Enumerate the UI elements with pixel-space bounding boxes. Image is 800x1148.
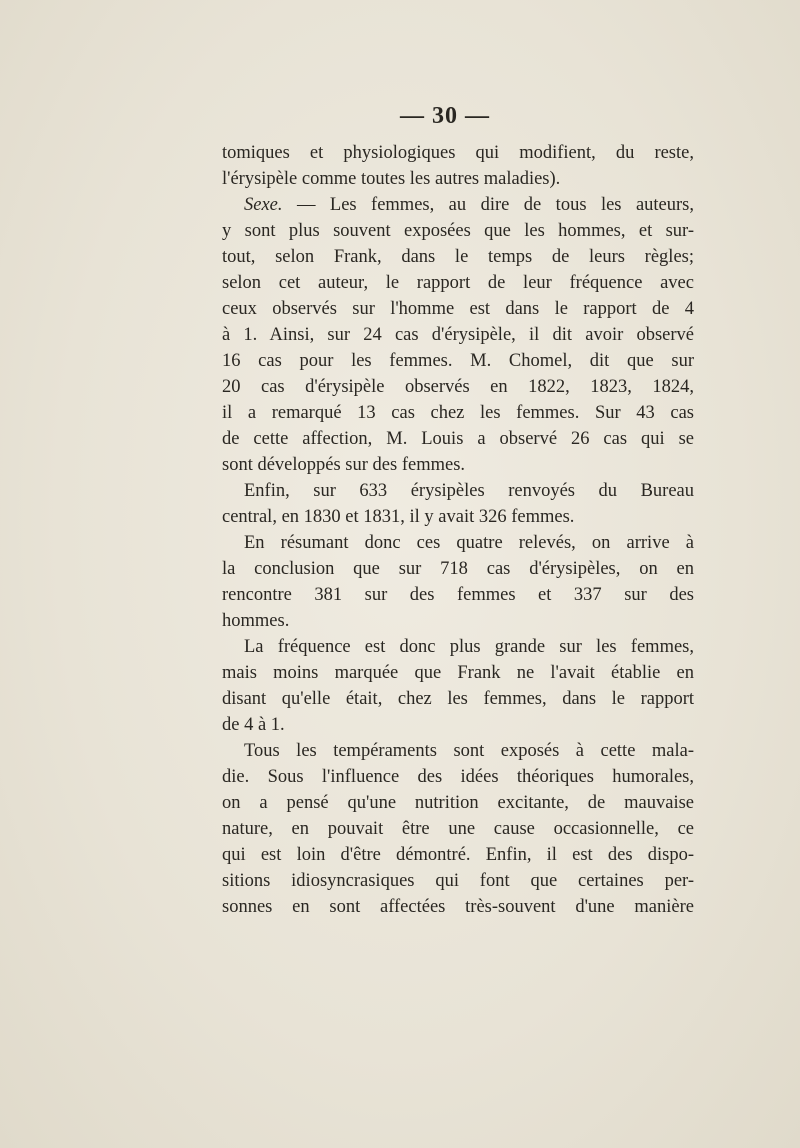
text-line (222, 530, 694, 556)
line-text: 16 cas pour les femmes. M. Chomel, dit que sur (222, 351, 694, 371)
text-line (222, 738, 694, 764)
text-line (222, 660, 694, 686)
text-line (222, 686, 694, 712)
line-text: mais moins marquée que Frank ne l'avait établie en (222, 663, 694, 683)
text-line (222, 634, 694, 660)
text-line (222, 842, 694, 868)
text-line (222, 712, 694, 738)
text-line (222, 270, 694, 296)
line-text: on a pensé qu'une nutrition excitante, de mauvaise (222, 793, 694, 813)
text-line (222, 816, 694, 842)
line-text: central, en 1830 et 1831, il y avait 326 femmes. (222, 507, 575, 527)
line-text: En résumant donc ces quatre relevés, on arrive à (244, 533, 694, 553)
line-text: disant qu'elle était, chez les femmes, dans le rapport (222, 689, 694, 709)
text-line (222, 868, 694, 894)
line-text: tout, selon Frank, dans le temps de leurs règles; (222, 247, 694, 267)
line-text: La fréquence est donc plus grande sur les femmes, (244, 637, 694, 657)
text-line (222, 218, 694, 244)
line-text: 20 cas d'érysipèle observés en 1822, 1823, 1824, (222, 377, 694, 397)
line-text: selon cet auteur, le rapport de leur fréquence avec (222, 273, 694, 293)
text-line (222, 374, 694, 400)
line-text: Tous les tempéraments sont exposés à cette mala- (244, 741, 694, 761)
line-text: à 1. Ainsi, sur 24 cas d'érysipèle, il dit avoir observé (222, 325, 694, 345)
text-line (222, 582, 694, 608)
text-line (222, 790, 694, 816)
line-text: rencontre 381 sur des femmes et 337 sur des (222, 585, 694, 605)
line-text: la conclusion que sur 718 cas d'érysipèles, on en (222, 559, 694, 579)
line-text: il a remarqué 13 cas chez les femmes. Sur 43 cas (222, 403, 694, 423)
text-line (222, 322, 694, 348)
line-text: sitions idiosyncrasiques qui font que certaines per- (222, 871, 694, 891)
section-heading: Sexe. (244, 195, 283, 215)
text-line (222, 608, 694, 634)
line-text: sonnes en sont affectées très-souvent d'une manière (222, 897, 694, 917)
page-number: — 30 — (400, 103, 490, 129)
line-text: nature, en pouvait être une cause occasionnelle, ce (222, 819, 694, 839)
text-line (222, 400, 694, 426)
body-text (222, 140, 694, 920)
line-text: tomiques et physiologiques qui modifient, du reste, (222, 143, 694, 163)
text-line (222, 426, 694, 452)
text-line (222, 348, 694, 374)
text-line (222, 764, 694, 790)
line-text: — Les femmes, au dire de tous les auteurs, (282, 195, 694, 215)
text-line (222, 244, 694, 270)
line-text: ceux observés sur l'homme est dans le rapport de 4 (222, 299, 694, 319)
text-line (222, 140, 694, 166)
line-text: Enfin, sur 633 érysipèles renvoyés du Bureau (244, 481, 694, 501)
line-text: l'érysipèle comme toutes les autres maladies). (222, 169, 561, 189)
text-line (222, 166, 694, 192)
text-line (222, 452, 694, 478)
line-text: qui est loin d'être démontré. Enfin, il est des dispo- (222, 845, 694, 865)
text-line (222, 556, 694, 582)
line-text: de 4 à 1. (222, 715, 285, 735)
line-text: die. Sous l'influence des idées théoriques humorales, (222, 767, 694, 787)
text-line (222, 478, 694, 504)
text-line (222, 296, 694, 322)
text-line (222, 504, 694, 530)
line-text: sont développés sur des femmes. (222, 455, 466, 475)
text-line (222, 192, 694, 218)
text-line (222, 894, 694, 920)
line-text: hommes. (222, 611, 290, 631)
line-text: de cette affection, M. Louis a observé 26 cas qui se (222, 429, 694, 449)
line-text: y sont plus souvent exposées que les hommes, et sur- (222, 221, 694, 241)
